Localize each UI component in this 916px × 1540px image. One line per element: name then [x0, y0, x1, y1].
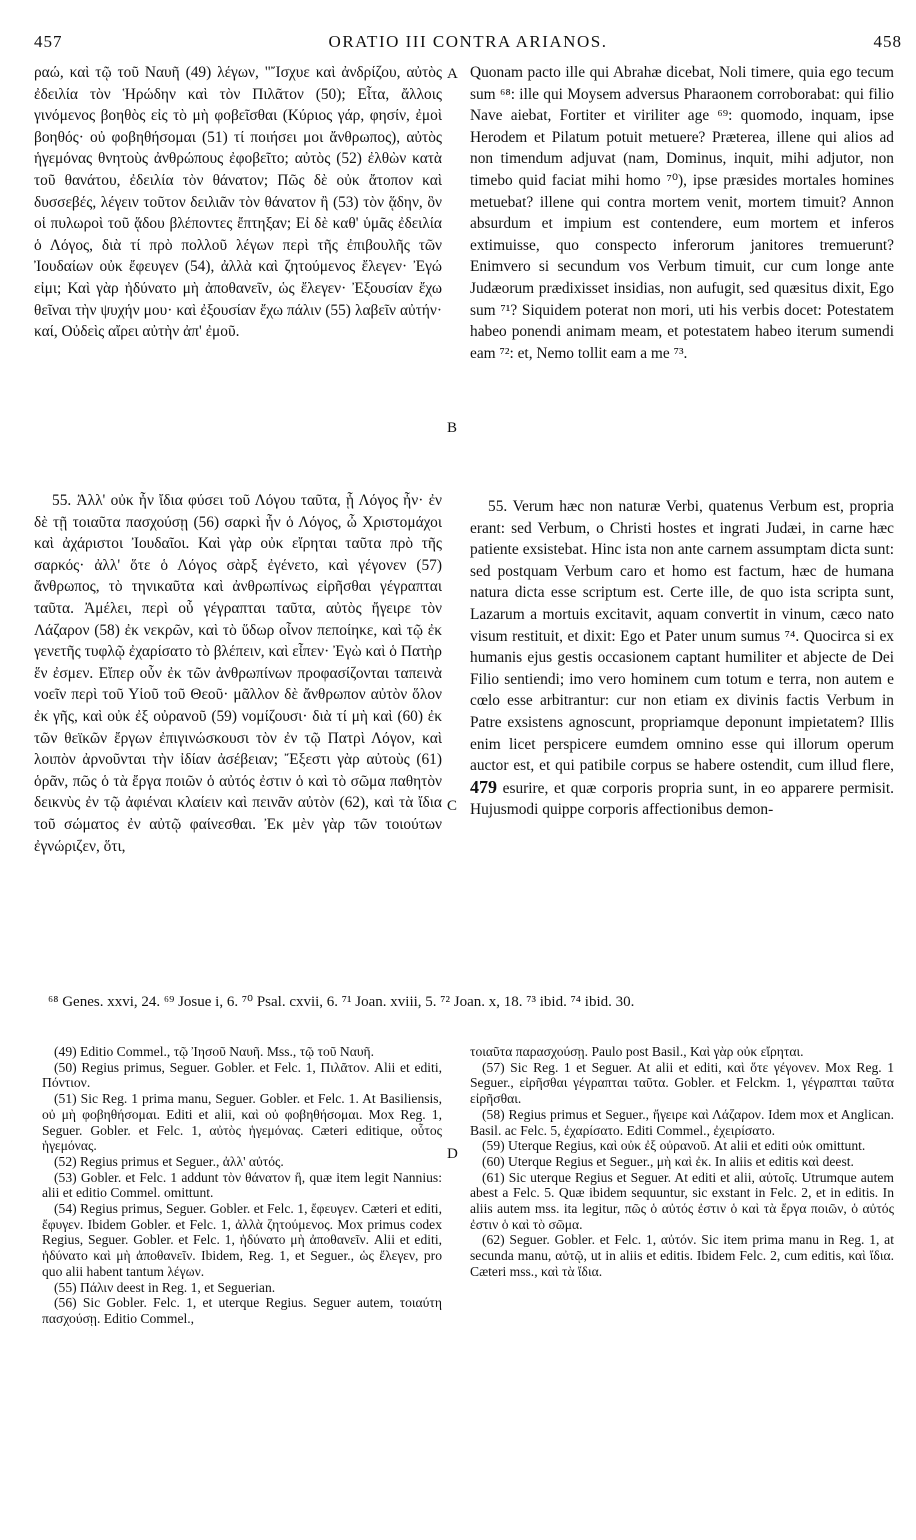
footnote: (50) Regius primus, Seguer. Gobler. et Felc. 1, Πιλᾶτον. Alii et editi, Πόντιον. [42, 1059, 442, 1091]
scripture-references [34, 993, 894, 1012]
references-line: ⁶⁸ Genes. xxvi, 24. ⁶⁹ Josue i, 6. ⁷⁰ Psal. cxvii, 6. ⁷¹ Joan. xviii, 5. ⁷² Joan. x, 18. ⁷³ ibid. ⁷⁴ ibid. 30. [48, 994, 635, 1010]
greek-paragraph-1: ραώ, καὶ τῷ τοῦ Ναυῆ (49) λέγων, "Ἴσχυε καὶ ἀνδρίζου, αὐτὸς ἐδειλία τὸν Ἡρώδην καὶ τὸν Πιλᾶτον (50); Εἶτα, ἄλλοις γινόμενος βοηθὸς εἰς τὸ μὴ φοβεῖσθαι (Κύριος γάρ, φησίν, ἐμοὶ βοηθός· οὐ φοβηθήσομαι (51) τί ποιήσει μοι ἄνθρωπος), αὐτὸς ἡγεμόνας θνητοὺς ἀνθρώπους ἐφοβεῖτο; αὐτὸς (52) ἐλθὼν κατὰ τοῦ θανάτου, ἐδειλία τὸν θάνατον; Πῶς δὲ οὐκ ἄτοπον καὶ δυσσεβές, λέγειν τοῦτον δειλιᾶν τὸν θάνατον ἢ (53) τὸν ᾅδην, ὃν οἱ πυλωροὶ τοῦ ᾅδου βλέποντες ἔπτηξαν; Εἰ δὲ καθ' ὑμᾶς ἐδειλία ὁ Λόγος, διὰ τί πρὸ πολλοῦ λέγων περὶ τῆς ἐπιβουλῆς τῶν Ἰουδαίων οὐκ ἔφευγεν (54), ἀλλὰ καὶ ζητούμενος ἔλεγεν· Ἐγώ εἰμι; Καὶ γὰρ ἠδύνατο μὴ ἀποθανεῖν, ὡς ἔλεγεν· Ἐξουσίαν ἔχω θεῖναι τὴν ψυχήν μου· καὶ ἐξουσίαν ἔχω πάλιν (55) λαβεῖν αὐτήν· καί, Οὐδεὶς αἴρει αὐτὴν ἀπ' ἐμοῦ. [34, 64, 442, 341]
greek-column-lower [34, 490, 442, 975]
marker-a: A [447, 66, 458, 82]
footnote: (57) Sic Reg. 1 et Seguer. At alii et editi, καὶ ὅτε γέγονεν. Mox Reg. 1 Seguer., εἰρῆσθαι γέγραπται ταῦτα. Gobler. et Felckm. 1, γέγραπται ταῦτα εἰρῆσθαι. [470, 1059, 894, 1107]
running-title: ORATIO III CONTRA ARIANOS. [328, 32, 608, 51]
page-number-left: 457 [34, 32, 63, 51]
page-header [34, 30, 902, 56]
footnote: (49) Editio Commel., τῷ Ἰησοῦ Ναυῆ. Mss., τῷ τοῦ Ναυῆ. [54, 1044, 375, 1059]
footnote-continued: τοιαῦτα παρασχούσῃ. Paulo post Basil., Καὶ γὰρ οὐκ εἴρηται. [470, 1044, 804, 1059]
footnote: (53) Gobler. et Felc. 1 addunt τὸν θάνατον ἢ, quæ item legit Nannius: alii et editio Commel. omittunt. [42, 1169, 442, 1201]
marker-c: C [447, 798, 458, 814]
footnote: (51) Sic Reg. 1 prima manu, Seguer. Gobler. et Felc. 1. At Basiliensis, οὐ μὴ φοβηθήσομαι. Editi et alii, καὶ οὐ φοβηθήσομαι. Mox Reg. 1, Seguer. Gobler. et Felc. 1, αὐτὸς ἡγεμόνας. Cæteri editique, οὗτος ἡγεμόνας. [42, 1091, 442, 1154]
greek-column-upper [34, 62, 442, 432]
footnote: (52) Regius primus et Seguer., ἀλλ' αὐτός. [54, 1153, 284, 1169]
footnote: (55) Πάλιν deest in Reg. 1, et Seguerian. [54, 1279, 276, 1295]
marker-d: D [447, 1146, 458, 1162]
footnotes-right [470, 1044, 894, 1522]
footnote: (58) Regius primus et Seguer., ἤγειρε καὶ Λάζαρον. Idem mox et Anglican. Basil. ac Felc. 5, ἐχαρίσατο. Editi Commel., ἐχειρίσατο. [470, 1106, 894, 1138]
greek-paragraph-2: 55. Ἀλλ' οὐκ ἦν ἴδια φύσει τοῦ Λόγου ταῦτα, ᾗ Λόγος ἦν· ἐν δὲ τῇ τοιαῦτα πασχούσῃ (56) σαρκὶ ἦν ὁ Λόγος, ὦ Χριστομάχοι καὶ ἀχάριστοι Ἰουδαῖοι. Καὶ γὰρ οὐκ εἴρηται ταῦτα πρὸ τῆς σαρκός· ἀλλ' ὅτε ὁ Λόγος σὰρξ ἐγένετο, καὶ γέγονεν (57) ἄνθρωπος, τὸ τηνικαῦτα καὶ ἀνθρωπίνως εἰρῆσθαι γέγραπται ταῦτα. Ἀμέλει, περὶ οὗ γέγραπται ταῦτα, αὐτὸς ἤγειρε τὸν Λάζαρον (58) ἐκ νεκρῶν, καὶ τὸ ὕδωρ οἶνον πεποίηκε, καὶ τῷ ἐκ γενετῆς τυφλῷ ἐχαρίσατο τὸ βλέπειν, καὶ εἶπεν· Ἐγὼ καὶ ὁ Πατὴρ ἕν ἐσμεν. Εἴπερ οὖν ἐκ τῶν ἀνθρωπίνων προφασίζονται ταπεινὰ νοεῖν περὶ τοῦ Υἱοῦ τοῦ Θεοῦ· μᾶλλον δὲ ἄνθρωπον αὐτὸν ὅλον ἐκ γῆς, καὶ οὐκ ἐξ οὐρανοῦ (59) νομίζουσι· διὰ τί μὴ καὶ (60) ἐκ τῶν θεϊκῶν ἔργων ἐπιγινώσκουσι τὸν ἐν τῷ Πατρὶ Λόγον, καὶ λοιπὸν ἀρνοῦνται τὴν ἰδίαν ἀσέβειαν; Ἔξεστι γὰρ αὐτοὺς (61) ὁρᾶν, πῶς ὁ τὰ ἔργα ποιῶν ὁ αὐτός ἐστιν ὁ καὶ τὸ σῶμα παθητὸν δεικνὺς ἐν τῷ ἀφιέναι κλαίειν καὶ πεινᾶν αὐτὸν (62), καὶ τὰ ἴδια τοῦ σώματος ἐν αὐτῷ φαίνεσθαι. Ἐκ μὲν γὰρ τῶν τοιούτων ἐγνώριζεν, ὅτι, [34, 492, 442, 855]
footnote: (62) Seguer. Gobler. et Felc. 1, αὐτόν. Sic item prima manu in Reg. 1, at secunda manu, αὐτῷ, ut in aliis et editis. Ibidem Felc. 2, cum editis, καὶ ἴδια. Cæteri mss., καὶ τὰ ἴδια. [470, 1232, 894, 1279]
footnote: (60) Uterque Regius et Seguer., μὴ καὶ ἐκ. In aliis et editis καὶ deest. [482, 1153, 854, 1169]
footnote: (59) Uterque Regius, καὶ οὐκ ἐξ οὐρανοῦ. At alii et editi οὐκ omittunt. [482, 1138, 866, 1154]
column-number: 479 [470, 776, 497, 797]
footnotes-left [42, 1044, 442, 1522]
page-number-right: 458 [873, 32, 902, 51]
marker-b: B [447, 420, 458, 436]
footnote: (56) Sic Gobler. Felc. 1, et uterque Regius. Seguer autem, τοιαύτη πασχούσῃ. Editio Commel., [42, 1295, 442, 1326]
latin-paragraph-2a: 55. Verum hæc non naturæ Verbi, quatenus Verbum est, propria erant: sed Verbum, o Christi hostes et ingrati Judæi, in carne hæc patiente exsistebat. Hinc ista non ante carnem assumptam dicta sunt: sed postquam Verbum caro et homo est factum, hæc de humana natura dicta esse scriptum est. Certe ille, de quo ista scripta sunt, Lazarum a mortuis excitavit, aquam convertit in vinum, cæco nato visum restituit, et dixit: Ego et Pater unum sumus ⁷⁴. Quocirca si ex humanis ejus gestis occasionem captant humiliter et abjecte de Dei Filio sentiendi; imo vero hominem cum totum e terra, non autem e cœlo esse arbitrantur: cur non etiam ex divinis factis Verbum in Patre exsistens agnoscunt, propriamque deponunt impietatem? Illis enim licet perspicere eumdem omnino esse qui illorum operum auctor est, et qui patibile corpus se habere ostendit, cum illud flere, [470, 498, 894, 775]
latin-paragraph-1: Quonam pacto ille qui Abrahæ dicebat, Noli timere, quia ego tecum sum ⁶⁸: ille qui Moysem adversus Pharaonem corroborabat: qui filio Nave aiebat, Fortiter et viriliter age ⁶⁹: quomodo, inquam, ipse Herodem et Pilatum potuit metuere? Præterea, illene qui alios ad non timendum adjuvat (nam, Dominus, inquit, mihi adjutor, non timebo quid faciat mihi homo ⁷⁰), ipse præsides mortales homines metuebat? illene qui contra mortem venit, mortem timuit? Annon absurdum et impium est contendere, eum mortem et inferos extimuisse, quo conspecto inferorum janitores tremuerunt? Enimvero si secundum vos Verbum timuit, cur cum longe ante Judæorum prædixisset insidias, non aufugit, sed quæsitus dixit, Ego sum ⁷¹? Siquidem poterat non mori, uti his verbis docet: Potestatem habeo ponendi animam meam, et potestatem habeo iterum sumendi eam ⁷²: et, Nemo tollit eam a me ⁷³. [470, 64, 894, 362]
footnote: (54) Regius primus, Seguer. Gobler. et Felc. 1, ἔφευγεν. Cæteri et editi, ἔφυγεν. Ibidem Gobler. et Felc. 1, ἀλλὰ ζητούμενος. Mox primus codex Regius, Seguer. Gobler. et Felc. 1, ἠδύνατο μὴ ἀποθανεῖν. Alii et editi, ἠδύνατο καὶ μὴ ἀποθανεῖν. Ibidem, Reg. 1, et Seguer., ὡς ἔλεγεν, pro quo alii habent tantum λέγων. [42, 1201, 442, 1279]
latin-column-upper [470, 62, 894, 492]
footnote: (61) Sic uterque Regius et Seguer. At editi et alii, αὐτοῖς. Utrumque autem abest a Felc. 5. Quæ ibidem sequuntur, sic exstant in Felc. 2, et in editis. In aliis autem mss. ita legitur, πῶς ὁ αὐτός ἐστιν ὁ καὶ τὰ ἔργα ποιῶν, ὁ αὐτός ἐστιν ὁ καὶ τὸ σῶμα. [470, 1169, 894, 1232]
latin-paragraph-2 [470, 496, 894, 821]
latin-paragraph-2b: esurire, et quæ corporis propria sunt, in eo apparere permisit. Hujusmodi quippe corporis affectionibus demon- [470, 779, 894, 819]
latin-column-lower [470, 496, 894, 974]
